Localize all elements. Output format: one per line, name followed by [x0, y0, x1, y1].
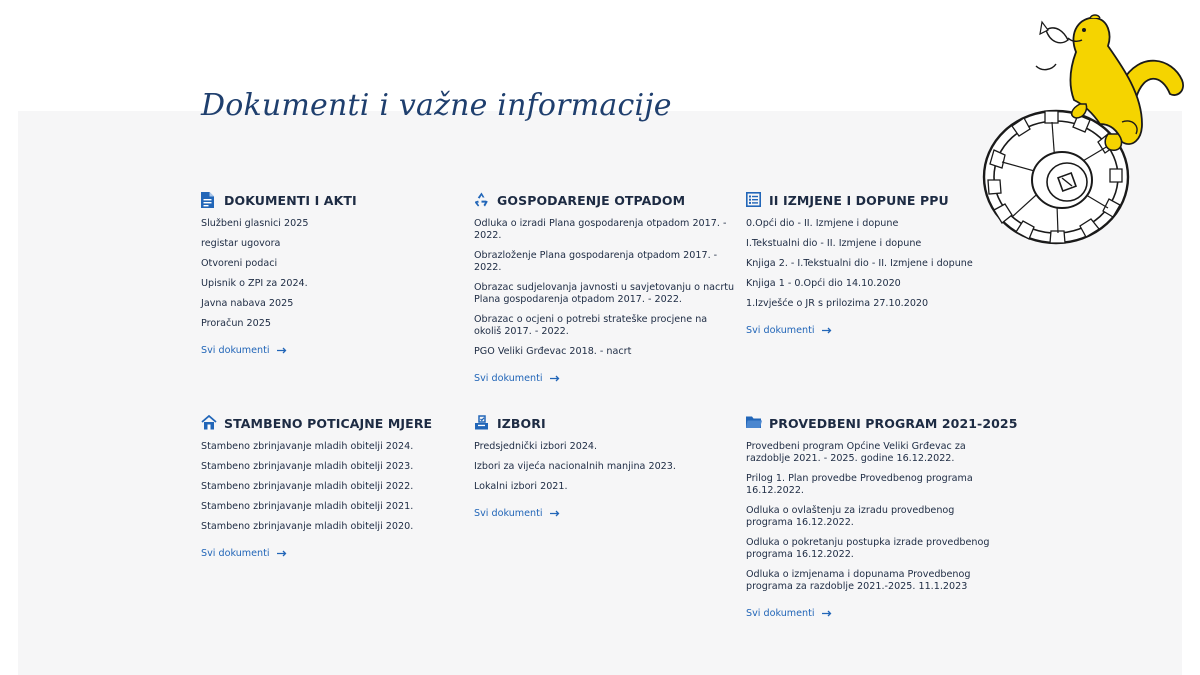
- document-link[interactable]: Proračun 2025: [201, 318, 271, 329]
- section-dokumenti-akti: [201, 190, 463, 357]
- document-link[interactable]: Predsjednički izbori 2024.: [474, 441, 598, 452]
- section-title: STAMBENO POTICAJNE MJERE: [224, 415, 433, 431]
- section-title: PROVEDBENI PROGRAM 2021-2025: [769, 415, 1018, 431]
- all-documents-link[interactable]: [746, 325, 832, 336]
- section-izmjene-dopune-ppu: [746, 190, 1008, 337]
- section-header: [474, 190, 736, 210]
- document-link[interactable]: Službeni glasnici 2025: [201, 218, 309, 229]
- document-link[interactable]: Knjiga 2. - I.Tekstualni dio - II. Izmjene i dopune: [746, 258, 973, 269]
- document-link[interactable]: Upisnik o ZPI za 2024.: [201, 278, 308, 289]
- arrow-right-icon: [277, 550, 287, 557]
- all-documents-label: Svi dokumenti: [746, 608, 815, 619]
- vote-icon: [474, 415, 488, 431]
- list-icon: [746, 192, 760, 208]
- all-documents-label: Svi dokumenti: [474, 373, 543, 384]
- section-header: [746, 190, 1008, 210]
- document-link[interactable]: Stambeno zbrinjavanje mladih obitelji 2022.: [201, 481, 414, 492]
- document-link[interactable]: Stambeno zbrinjavanje mladih obitelji 2021.: [201, 501, 414, 512]
- all-documents-label: Svi dokumenti: [474, 508, 543, 519]
- all-documents-link[interactable]: [474, 508, 560, 519]
- section-header: [746, 413, 1018, 433]
- document-list: [201, 218, 463, 330]
- all-documents-label: Svi dokumenti: [201, 548, 270, 559]
- document-list: [746, 218, 1008, 310]
- document-link[interactable]: Odluka o ovlaštenju za izradu provedbenog programa 16.12.2022.: [746, 505, 955, 528]
- section-gospodarenje-otpadom: [474, 190, 736, 385]
- arrow-right-icon: [822, 327, 832, 334]
- document-list: [746, 441, 1002, 593]
- all-documents-label: Svi dokumenti: [746, 325, 815, 336]
- document-link[interactable]: Lokalni izbori 2021.: [474, 481, 568, 492]
- arrow-right-icon: [822, 610, 832, 617]
- document-link[interactable]: 1.Izvješće o JR s prilozima 27.10.2020: [746, 298, 929, 309]
- arrow-right-icon: [550, 375, 560, 382]
- all-documents-link[interactable]: [746, 608, 832, 619]
- document-link[interactable]: Odluka o pokretanju postupka izrade provedbenog programa 16.12.2022.: [746, 537, 990, 560]
- document-link[interactable]: Otvoreni podaci: [201, 258, 278, 269]
- all-documents-label: Svi dokumenti: [201, 345, 270, 356]
- house-icon: [201, 415, 215, 431]
- all-documents-link[interactable]: [201, 345, 287, 356]
- section-title: IZBORI: [497, 415, 546, 431]
- document-link[interactable]: Provedbeni program Općine Veliki Grđevac za razdoblje 2021. - 2025. godine 16.12.2022.: [746, 441, 966, 464]
- section-header: [201, 413, 463, 433]
- section-title: GOSPODARENJE OTPADOM: [497, 192, 686, 208]
- document-link[interactable]: Obrazac o ocjeni o potrebi strateške procjene na okoliš 2017. - 2022.: [474, 314, 708, 337]
- all-documents-link[interactable]: [201, 548, 287, 559]
- document-link[interactable]: Izbori za vijeća nacionalnih manjina 2023.: [474, 461, 676, 472]
- document-link[interactable]: Javna nabava 2025: [201, 298, 294, 309]
- document-link[interactable]: Knjiga 1 - 0.Opći dio 14.10.2020: [746, 278, 901, 289]
- document-link[interactable]: 0.Opći dio - II. Izmjene i dopune: [746, 218, 899, 229]
- folder-icon: [746, 415, 760, 431]
- arrow-right-icon: [550, 510, 560, 517]
- section-header: [474, 413, 736, 433]
- recycle-icon: [474, 192, 488, 208]
- document-link[interactable]: Odluka o izmjenama i dopunama Provedbenog programa za razdoblje 2021.-2025. 11.1.2023: [746, 569, 971, 592]
- document-link[interactable]: Prilog 1. Plan provedbe Provedbenog programa 16.12.2022.: [746, 473, 973, 496]
- document-link[interactable]: Stambeno zbrinjavanje mladih obitelji 2024.: [201, 441, 414, 452]
- document-list: [201, 441, 463, 533]
- document-link[interactable]: PGO Veliki Grđevac 2018. - nacrt: [474, 346, 632, 357]
- document-link[interactable]: Obrazloženje Plana gospodarenja otpadom 2017. - 2022.: [474, 250, 718, 273]
- section-stambeno-poticajne-mjere: [201, 413, 463, 560]
- document-link[interactable]: Odluka o izradi Plana gospodarenja otpadom 2017. - 2022.: [474, 218, 727, 241]
- page-title: Dokumenti i važne informacije: [201, 88, 672, 123]
- document-list: [474, 218, 736, 358]
- section-izbori: [474, 413, 736, 520]
- section-provedbeni-program: [746, 413, 1018, 620]
- document-icon: [201, 192, 215, 208]
- document-list: [474, 441, 736, 493]
- document-link[interactable]: registar ugovora: [201, 238, 281, 249]
- section-title: DOKUMENTI I AKTI: [224, 192, 357, 208]
- document-link[interactable]: I.Tekstualni dio - II. Izmjene i dopune: [746, 238, 922, 249]
- section-header: [201, 190, 463, 210]
- document-link[interactable]: Obrazac sudjelovanja javnosti u savjetovanju o nacrtu Plana gospodarenja otpadom 2017. - 2022.: [474, 282, 735, 305]
- all-documents-link[interactable]: [474, 373, 560, 384]
- arrow-right-icon: [277, 347, 287, 354]
- section-title: II IZMJENE I DOPUNE PPU: [769, 192, 949, 208]
- document-link[interactable]: Stambeno zbrinjavanje mladih obitelji 2020.: [201, 521, 414, 532]
- document-link[interactable]: Stambeno zbrinjavanje mladih obitelji 2023.: [201, 461, 414, 472]
